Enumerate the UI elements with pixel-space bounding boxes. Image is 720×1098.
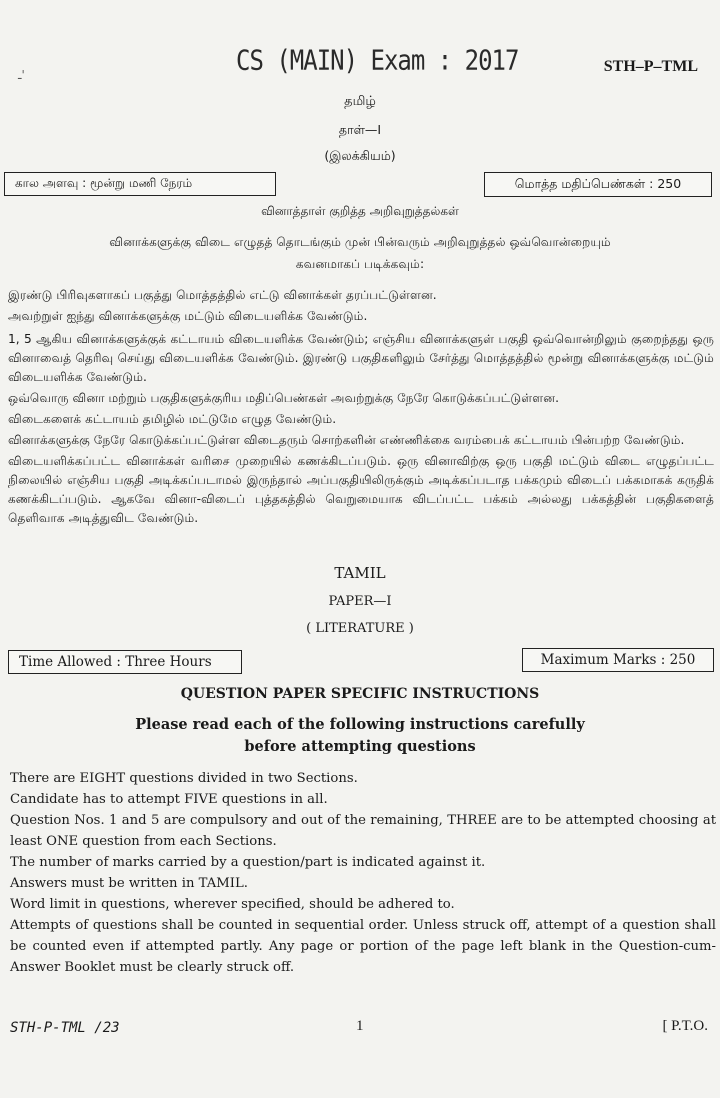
page-number: 1 bbox=[356, 1018, 364, 1034]
read-instructions-line1: Please read each of the following instructions carefully bbox=[135, 716, 585, 733]
tamil-instruction: அவற்றுள் ஐந்து வினாக்களுக்கு மட்டும் விடையளிக்க வேண்டும். bbox=[8, 309, 368, 323]
instructions-sub2-tamil: கவனமாகப் படிக்கவும்: bbox=[295, 257, 425, 271]
instructions-sub1-tamil: வினாக்களுக்கு விடை எழுதத் தொடங்கும் முன் பின்வரும் அறிவுறுத்தல் ஒவ்வொன்றையும் bbox=[109, 235, 611, 249]
maximum-marks: Maximum Marks : 250 bbox=[540, 652, 696, 668]
paper-code: STH–P–TML bbox=[603, 58, 698, 75]
please-turn-over: [ P.T.O. bbox=[662, 1018, 708, 1034]
maximum-marks-box-tamil bbox=[484, 172, 712, 197]
tamil-instruction: விடையளிக்கப்பட்ட வினாக்கள் வரிசை முறையில் கணக்கிடப்படும். ஒரு வினாவிற்கு ஒரு பகுதி மட்டும் விடை எழுதப்பட்ட நிலையில் எஞ்சிய பகுதி அடிக்கப்படாமல் இருந்தால் அப்பகுதியிலிருக்கும் அடிக்கப்படாத பக்கமும் விடைப் பக்கமாகக் கருதிக் கணக்கிடப்படும். ஆகவே வினா-விடைப் புத்தகத்தில் வெறுமையாக விடப்பட்ட பக்கம் அல்லது பக்கத்தின் பகுதிகளைத் தெளிவாக அடித்துவிட வேண்டும். bbox=[8, 454, 714, 525]
english-instruction: Question Nos. 1 and 5 are compulsory and out of the remaining, THREE are to be attempted choosing at least ONE question from each Sections. bbox=[10, 813, 716, 849]
tamil-instructions bbox=[8, 286, 714, 528]
subtitle-tamil: (இலக்கியம்) bbox=[324, 148, 396, 163]
tamil-instruction: விடைகளைக் கட்டாயம் தமிழில் மட்டுமே எழுத வேண்டும். bbox=[8, 412, 337, 426]
footer-code: STH-P-TML /23 bbox=[10, 1020, 120, 1036]
english-instruction: Candidate has to attempt FIVE questions in all. bbox=[10, 792, 328, 807]
tamil-instruction: இரண்டு பிரிவுகளாகப் பகுத்து மொத்தத்தில் எட்டு வினாக்கள் தரப்பட்டுள்ளன. bbox=[8, 288, 437, 302]
maximum-marks-tamil: மொத்த மதிப்பெண்கள் : 250 bbox=[514, 176, 682, 191]
time-allowed-box bbox=[8, 650, 242, 674]
read-instructions-line2: before attempting questions bbox=[244, 738, 476, 755]
subject-english: TAMIL bbox=[334, 564, 386, 582]
tamil-instruction: ஒவ்வொரு வினா மற்றும் பகுதிகளுக்குரிய மதிப்பெண்கள் அவற்றுக்கு நேரே கொடுக்கப்பட்டுள்ளன. bbox=[8, 391, 559, 405]
english-instruction: Word limit in questions, wherever specified, should be adhered to. bbox=[10, 897, 455, 912]
tamil-instruction: 1, 5 ஆகிய வினாக்களுக்குக் கட்டாயம் விடையளிக்க வேண்டும்; எஞ்சிய வினாக்களுள் பகுதி ஒவ்வொன்றிலும் குறைந்தது ஒரு வினாவைத் தெரிவு செய்து விடையளிக்க வேண்டும். இரண்டு பகுதிகளிலும் சேர்த்து மொத்தத்தில் மூன்று வினாக்களுக்கு மட்டும் விடையளிக்க வேண்டும். bbox=[8, 332, 714, 384]
subtitle-english: ( LITERATURE ) bbox=[306, 621, 414, 636]
paper-tamil: தாள்—I bbox=[338, 122, 382, 137]
english-instruction: Answers must be written in TAMIL. bbox=[10, 876, 248, 891]
tamil-instruction: வினாக்களுக்கு நேரே கொடுக்கப்பட்டுள்ள விடைதரும் சொற்களின் எண்ணிக்கை வரம்பைக் கட்டாயம் பின்பற்ற வேண்டும். bbox=[8, 433, 685, 447]
english-instruction: The number of marks carried by a question/part is indicated against it. bbox=[10, 855, 486, 870]
time-allowed: Time Allowed : Three Hours bbox=[19, 654, 212, 670]
paper-english: PAPER—I bbox=[328, 594, 392, 609]
instructions-title-tamil: வினாத்தாள் குறித்த அறிவுறுத்தல்கள் bbox=[261, 204, 459, 218]
time-allowed-tamil: கால அளவு : மூன்று மணி நேரம் bbox=[15, 176, 193, 190]
english-instructions bbox=[10, 768, 716, 978]
english-instruction: There are EIGHT questions divided in two Sections. bbox=[10, 771, 358, 786]
question-paper-instructions-title: QUESTION PAPER SPECIFIC INSTRUCTIONS bbox=[180, 686, 540, 702]
maximum-marks-box bbox=[522, 648, 714, 672]
english-instruction: Attempts of questions shall be counted in sequential order. Unless struck off, attempt of a question shall be counted even if attempted partly. Any page or portion of the page left blank in the Question-cum-Answer Booklet must be clearly struck off. bbox=[10, 918, 716, 975]
exam-stamp: CS (MAIN) Exam : 2017 bbox=[236, 44, 519, 77]
pen-mark: ـ' bbox=[18, 68, 25, 82]
subject-tamil: தமிழ் bbox=[344, 94, 376, 109]
time-allowed-box-tamil bbox=[4, 172, 276, 196]
